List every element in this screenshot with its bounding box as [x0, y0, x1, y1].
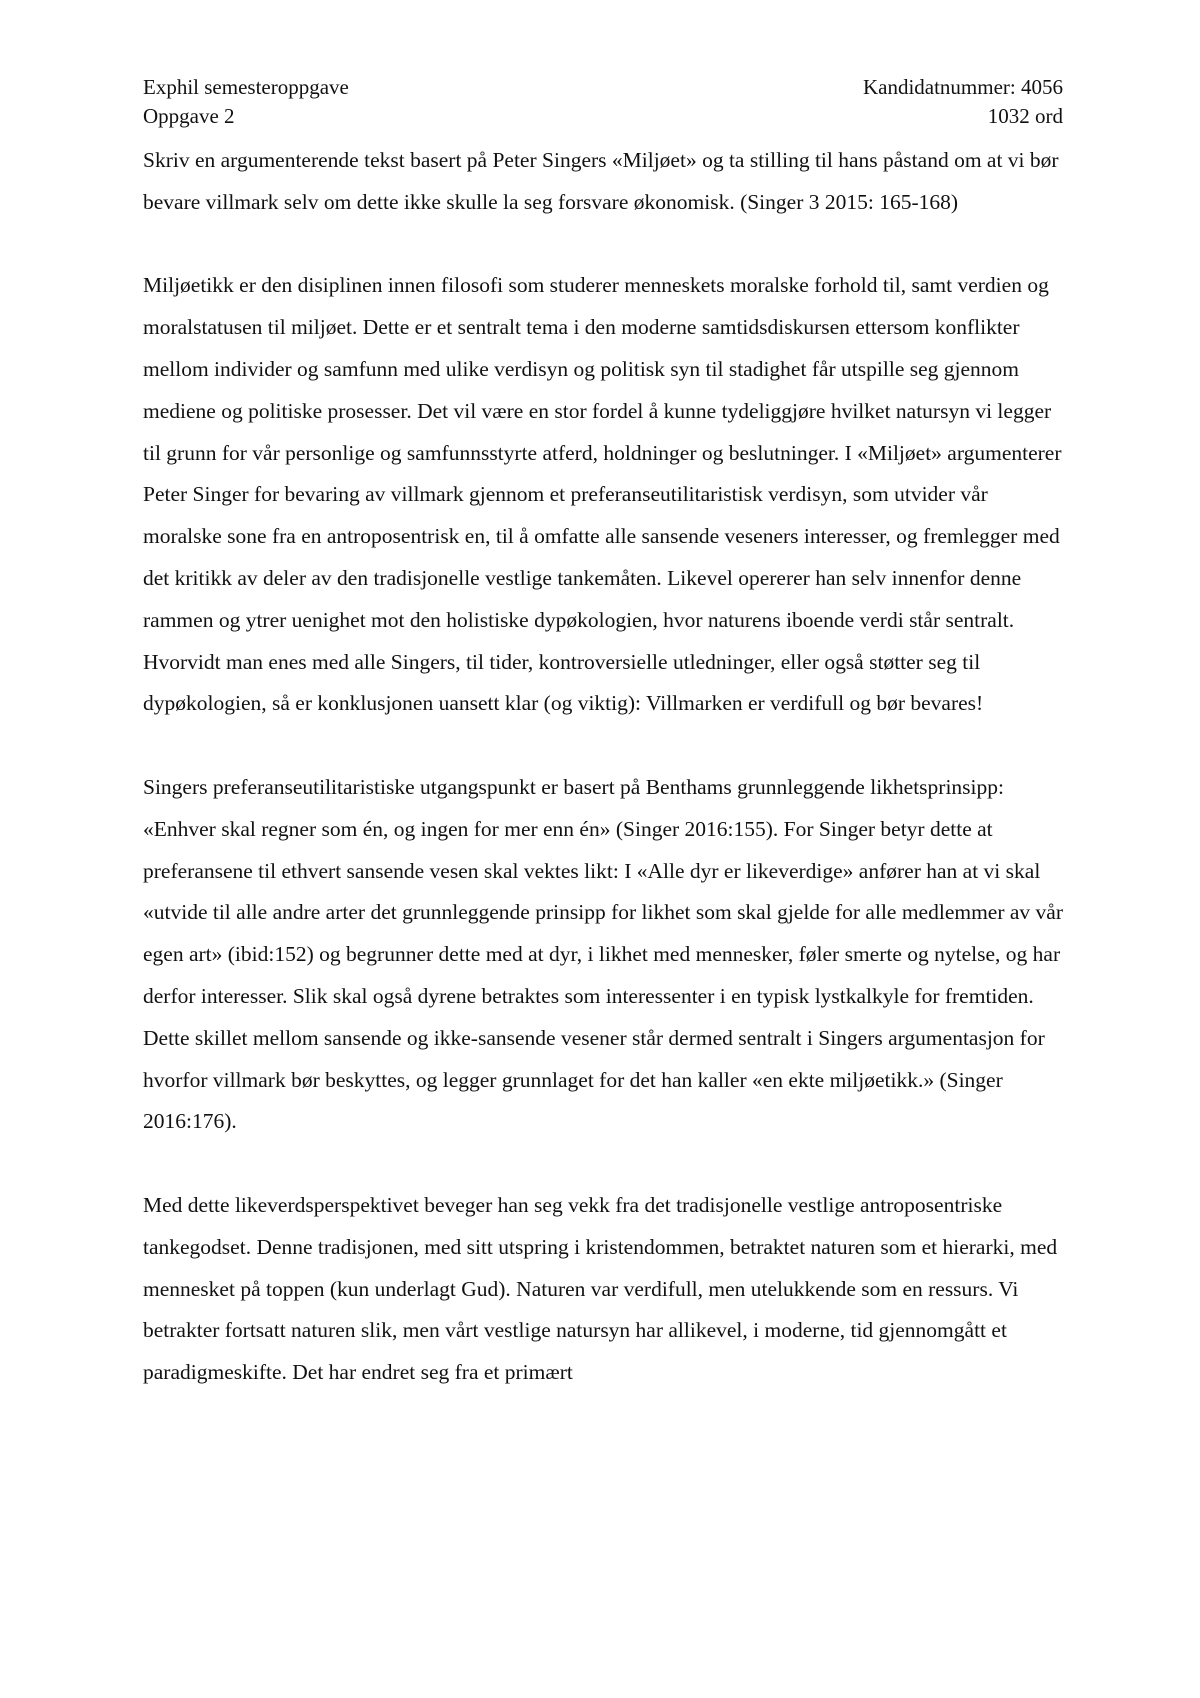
candidate-number: Kandidatnummer: 4056 — [862, 75, 1063, 99]
word-count: 1032 ord — [987, 104, 1063, 128]
header-row-1 — [143, 73, 1063, 102]
paragraph-1: Miljøetikk er den disiplinen innen filosofi som studerer menneskets moralske forhold til, samt verdien og moralstatusen til miljøet. Dette er et sentralt tema i den moderne samtidsdiskursen ettersom konflikter mellom individer og samfunn med ulike verdisyn og politisk syn til stadighet får utspille seg gjennom mediene og politiske prosesser. Det vil være en stor fordel å kunne tydeliggjøre hvilket natursyn vi legger til grunn for vår personlige og samfunnsstyrte atferd, holdninger og beslutninger. I «Miljøet» argumenterer Peter Singer for bevaring av villmark gjennom et preferanseutilitaristisk verdisyn, som utvider vår moralske sone fra en antroposentrisk en, til å omfatte alle sansende veseners interesser, og fremlegger med det kritikk av deler av den tradisjonelle vestlige tankemåten. Likevel opererer han selv innenfor denne rammen og ytrer uenighet mot den holistiske dypøkologien, hvor naturens iboende verdi står sentralt. Hvorvidt man enes med alle Singers, til tider, kontroversielle utledninger, eller også støtter seg til dypøkologien, så er konklusjonen uansett klar (og viktig): Villmarken er verdifull og bør bevares! — [143, 273, 1062, 716]
page-header — [143, 73, 1063, 131]
paragraph-2: Singers preferanseutilitaristiske utgangspunkt er basert på Benthams grunnleggende likhetsprinsipp: «Enhver skal regner som én, og ingen for mer enn én» (Singer 2016:155). For Singer betyr dette at preferansene til ethvert sansende vesen skal vektes likt: I «Alle dyr er likeverdige» anfører han at vi skal «utvide til alle andre arter det grunnleggende prinsipp for likhet som skal gjelde for alle medlemmer av vår egen art» (ibid:152) og begrunner dette med at dyr, i likhet med mennesker, føler smerte og nytelse, og har derfor interesser. Slik skal også dyrene betraktes som interessenter i en typisk lystkalkyle for fremtiden. Dette skillet mellom sansende og ikke-sansende vesener står dermed sentralt i Singers argumentasjon for hvorfor villmark bør beskyttes, og legger grunnlaget for det han kaller «en ekte miljøetikk.» (Singer 2016:176). — [143, 774, 1064, 1134]
paragraph-3: Med dette likeverdsperspektivet beveger han seg vekk fra det tradisjonelle vestlige antroposentriske tankegodset. Denne tradisjonen, med sitt utspring i kristendommen, betraktet naturen som et hierarki, med mennesket på toppen (kun underlagt Gud). Naturen var verdifull, men utelukkende som en ressurs. Vi betrakter fortsatt naturen slik, men vårt vestlige natursyn har allikevel, i moderne, tid gjennomgått et paradigmeskifte. Det har endret seg fra et primært — [143, 1192, 1058, 1385]
task-statement: Skriv en argumenterende tekst basert på Peter Singers «Miljøet» og ta stilling til hans påstand om at vi bør bevare villmark selv om dette ikke skulle la seg forsvare økonomisk. (Singer 3 2015: 165-168) — [143, 148, 1059, 214]
paragraph-spacer — [143, 725, 1068, 767]
paragraph-spacer — [143, 224, 1068, 266]
course-title: Exphil semesteroppgave — [143, 75, 349, 99]
assignment-label: Oppgave 2 — [143, 104, 235, 128]
paragraph-spacer — [143, 1143, 1068, 1185]
document-body — [143, 140, 1068, 1394]
header-row-2 — [143, 102, 1063, 131]
